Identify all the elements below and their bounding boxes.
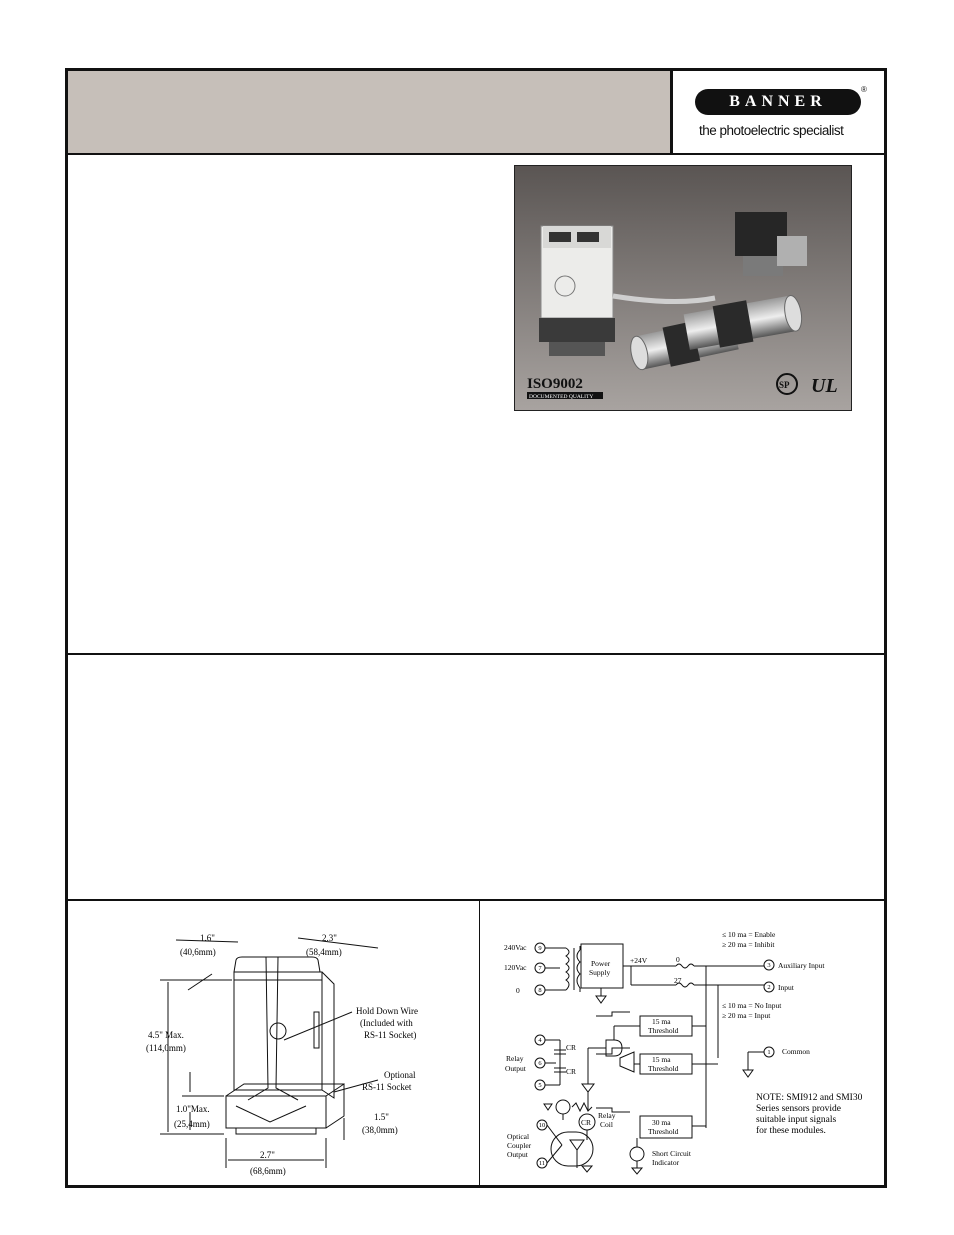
relay-coil-1: Relay [598,1111,616,1120]
v120-label: 120Vac [504,963,527,972]
relay-coil-2: Coil [600,1120,613,1129]
hold-wire-3: RS-11 Socket) [364,1030,417,1040]
optional-1: Optional [384,1070,416,1080]
ps-label-1: Power [591,959,611,968]
pin-11: 11 [538,1160,546,1167]
hold-wire-2: (Included with [360,1018,413,1028]
relay-output-2: Output [505,1064,526,1073]
pin-10: 10 [538,1122,546,1129]
pin-7: 7 [538,965,542,972]
th30-1: 30 ma [652,1118,671,1127]
optional-2: RS-11 Socket [362,1082,412,1092]
dim-2-3: 2.3" [322,933,337,943]
ul-icon: UL [811,375,838,397]
th15a-1: 15 ma [652,1017,671,1026]
plus24-label: +24V [630,956,648,965]
relay-output-1: Relay [506,1054,524,1063]
no-input-label: ≤ 10 ma = No Input [722,1001,782,1010]
v0-label: 0 [516,986,520,995]
cr-coil-label: CR [581,1118,592,1127]
is-input-label: ≥ 20 ma = Input [722,1011,771,1020]
pin-8: 8 [538,987,542,994]
th15b-1: 15 ma [652,1055,671,1064]
inhibit-label: ≥ 20 ma = Inhibit [722,940,775,949]
th15b-2: Threshold [648,1064,679,1073]
csa-text: SP [779,380,790,390]
dim-2-3-mm: (58,4mm) [306,947,342,957]
note-line-2: Series sensors provide [756,1104,841,1114]
note-line-4: for these modules. [756,1126,826,1136]
dim-1-0: 1.0"Max. [176,1104,210,1114]
brand-tagline: the photoelectric specialist [699,123,844,138]
enable-label: ≤ 10 ma = Enable [722,930,776,939]
pin-2: 2 [767,984,771,991]
pin-5: 5 [538,1082,542,1089]
v240-label: 240Vac [504,943,527,952]
pin-1: 1 [767,1049,771,1056]
note-line-3: suitable input signals [756,1115,837,1125]
note-line-1: NOTE: SMI912 and SMI30 [756,1093,863,1103]
brand-pill: BANNER [695,89,861,115]
short-circuit-1: Short Circuit [652,1149,691,1158]
r27-label: 27 [674,976,682,985]
optical-3: Output [507,1150,528,1159]
dim-2-7: 2.7" [260,1150,275,1160]
optical-1: Optical [507,1132,530,1141]
cr-label-2: CR [566,1067,577,1076]
registered-mark: ® [861,85,867,94]
dim-4-5: 4.5" Max. [148,1030,184,1040]
input-label: Input [778,983,794,992]
pin-4: 4 [538,1037,542,1044]
hold-wire-1: Hold Down Wire [356,1006,418,1016]
iso-label: ISO9002 [527,376,583,392]
dim-1-6: 1.6" [200,933,215,943]
pin-9: 9 [538,945,542,952]
pin-3: 3 [767,962,771,969]
dim-1-5: 1.5" [374,1112,389,1122]
dim-1-0-mm: (25,4mm) [174,1119,210,1129]
th30-2: Threshold [648,1127,679,1136]
iso-sub: DOCUMENTED QUALITY [529,394,594,400]
r0-label: 0 [676,955,680,964]
cr-label-1: CR [566,1043,577,1052]
common-label: Common [782,1047,810,1056]
pin-6: 6 [538,1060,542,1067]
dim-1-6-mm: (40,6mm) [180,947,216,957]
aux-input-label: Auxiliary Input [778,961,825,970]
ps-label-2: Supply [589,968,611,977]
th15a-2: Threshold [648,1026,679,1035]
dim-4-5-mm: (114,0mm) [146,1043,186,1053]
optical-2: Coupler [507,1141,532,1150]
dim-1-5-mm: (38,0mm) [362,1125,398,1135]
short-circuit-2: Indicator [652,1158,680,1167]
dim-2-7-mm: (68,6mm) [250,1166,286,1176]
